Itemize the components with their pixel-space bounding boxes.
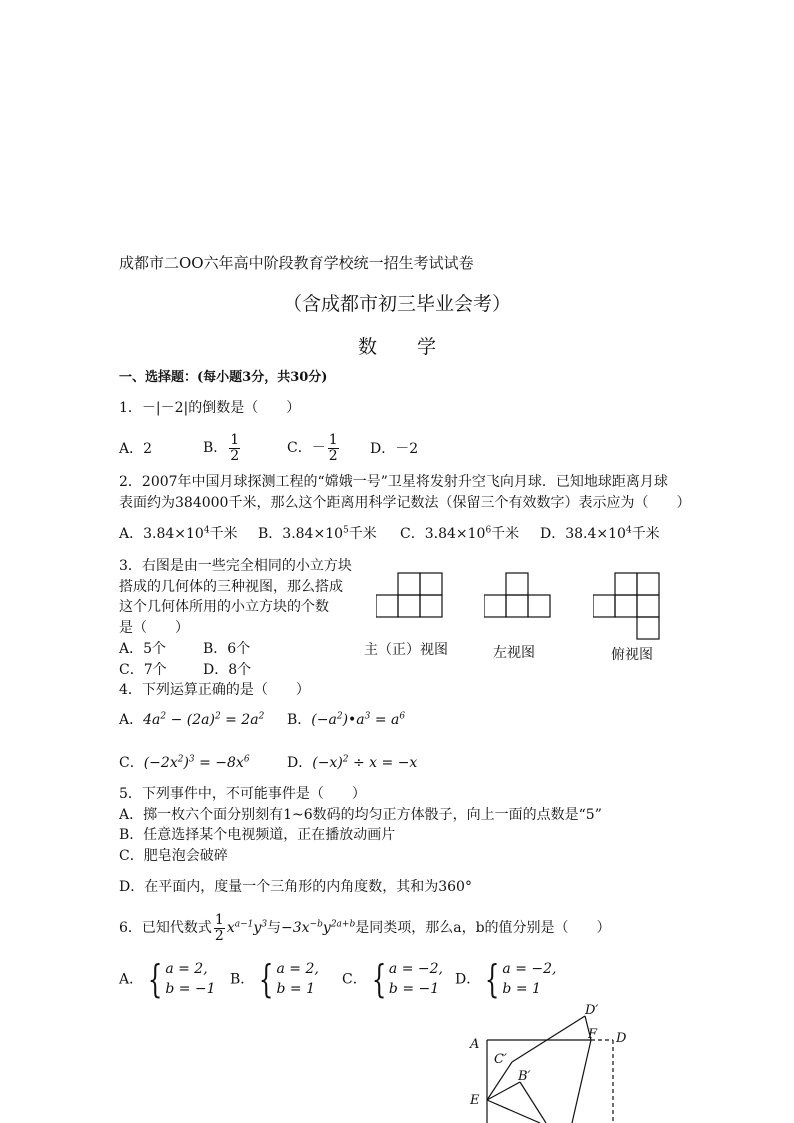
front-view-diagram [376, 572, 446, 620]
q1-option-a: A．2 [119, 441, 153, 457]
q2-line2: 表面约为384000千米，那么这个距离用科学记数法（保留三个有效数字）表示应为（ ） [119, 495, 691, 511]
q4-stem: 4．下列运算正确的是（ ） [119, 682, 310, 698]
left-view-label: 左视图 [493, 645, 535, 661]
q4-option-d: D．$(-x)^2 \div x = -x$ [287, 754, 418, 771]
label-d: D [616, 1031, 627, 1046]
q4-option-b: B．$(-a^2)•a^3 = a^6$ [287, 711, 406, 728]
q5-option-c: C．肥皂泡会破碎 [119, 848, 228, 864]
q4-option-c: C．$(-2x^2)^3 = -8x^6$ [119, 754, 250, 771]
q4-option-a: A．$4a^2 - (2a)^2 = 2a^2$ [119, 711, 265, 728]
q6-stem: 6．已知代数式 $\frac{1}{2}$ $x^{a-1}y^3$与$-3x^{-b}y^{2a+b}$是同类项，那么a，b的值分别是（ ） [119, 912, 611, 944]
q3-option-c: C．7个 [119, 662, 167, 678]
label-b-prime: B′ [518, 1069, 531, 1084]
q2-option-c: C．$3.84\times 10^6$千米 [400, 525, 520, 542]
q2-option-b: B．$3.84\times 10^5$千米 [258, 525, 377, 542]
left-view-diagram [484, 572, 554, 620]
q3-line1: 3．右图是由一些完全相同的小立方块 [119, 558, 352, 574]
exam-subject: 数学 [357, 336, 476, 358]
q2-line1: 2．2007年中国月球探测工程的“嫦娥一号”卫星将发射升空飞向月球．已知地球距离月球 [119, 474, 668, 490]
label-e: E [470, 1093, 480, 1108]
q6-option-a: A． { a = 2, b = −1 [119, 957, 216, 1002]
q5-option-a: A．掷一枚六个面分别刻有1~6数码的均匀正方体骰子，向上一面的点数是“5” [119, 807, 602, 823]
exam-subtitle: （含成都市初三毕业会考） [282, 293, 511, 315]
geometry-figure [460, 998, 640, 1123]
q5-stem: 5．下列事件中，不可能事件是（ ） [119, 786, 366, 802]
label-c-prime: C′ [494, 1052, 507, 1067]
q5-option-b: B．任意选择某个电视频道，正在播放动画片 [119, 827, 396, 843]
label-d-prime: D′ [585, 1003, 599, 1018]
q3-line2: 搭成的几何体的三种视图，那么搭成 [119, 579, 343, 595]
exam-title: 成都市二OO六年高中阶段教育学校统一招生考试试卷 [119, 254, 474, 272]
q1-b-fraction: $\frac{1}{2}$ [230, 432, 240, 464]
q5-option-d: D．在平面内，度量一个三角形的内角度数，其和为360° [119, 879, 472, 895]
q1-stem: 1．－|－2|的倒数是（ ） [119, 400, 301, 416]
q6-option-c: C． { a = −2, b = −1 [342, 957, 443, 1002]
q3-line3: 这个几何体所用的小立方块的个数 [119, 599, 329, 615]
q1-c-fraction: $\frac{1}{2}$ [328, 432, 338, 464]
section-heading: 一、选择题：(每小题3分，共30分) [119, 370, 328, 385]
top-view-label: 俯视图 [611, 647, 653, 663]
q3-line4: 是（ ） [119, 620, 189, 636]
q1-option-c: C．－ $\frac{1}{2}$ [287, 432, 338, 464]
label-f: F [588, 1027, 598, 1042]
q3-option-d: D．8个 [203, 662, 252, 678]
q6-fraction: $\frac{1}{2}$ [214, 912, 224, 944]
q2-option-a: A．$3.84\times 10^4$千米 [119, 525, 238, 542]
top-view-diagram [593, 572, 663, 642]
q2-option-d: D．$38.4\times 10^4$千米 [540, 525, 660, 542]
q1-option-d: D．－2 [370, 441, 419, 457]
front-view-label: 主（正）视图 [364, 642, 448, 658]
q6-option-d: D． { a = −2, b = 1 [455, 957, 557, 1002]
q1-option-b: B． $\frac{1}{2}$ [203, 432, 240, 464]
q3-option-b: B．6个 [203, 641, 251, 657]
q3-option-a: A．5个 [119, 641, 167, 657]
label-a: A [470, 1037, 480, 1052]
q6-option-b: B． { a = 2, b = 1 [230, 957, 319, 1002]
